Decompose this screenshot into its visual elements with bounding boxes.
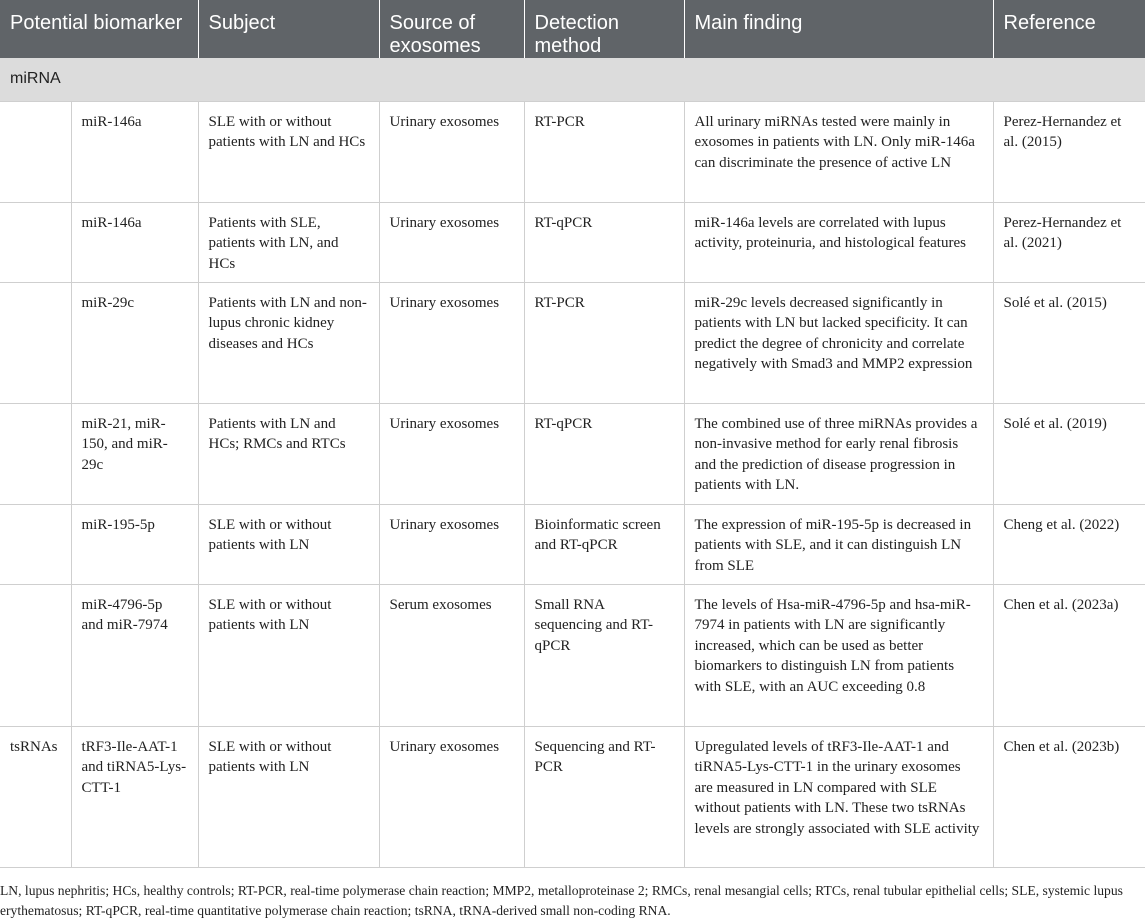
category-cell (0, 282, 71, 403)
finding-cell: The expression of miR-195-5p is decreased in patients with SLE, and it can distinguish LN from SLE (684, 504, 993, 584)
table-row (0, 282, 1145, 403)
category-cell (0, 202, 71, 282)
biomarker-cell: miR-21, miR-150, and miR-29c (71, 403, 198, 504)
subject-cell: Patients with SLE, patients with LN, and HCs (198, 202, 379, 282)
table-row (0, 403, 1145, 504)
method-cell: RT-qPCR (524, 403, 684, 504)
finding-cell: Upregulated levels of tRF3-Ile-AAT-1 and tiRNA5-Lys-CTT-1 in the urinary exosomes are measured in LN compared with SLE without patients with LN. These two tsRNAs levels are strongly associated with SLE activity (684, 726, 993, 867)
biomarker-cell: miR-29c (71, 282, 198, 403)
header-detection-method: Detection method (524, 0, 684, 58)
reference-cell: Chen et al. (2023b) (993, 726, 1145, 867)
method-cell: RT-PCR (524, 282, 684, 403)
table-footnote: LN, lupus nephritis; HCs, healthy controls; RT-PCR, real-time polymerase chain reaction; MMP2, metalloproteinase 2; RMCs, renal mesangial cells; RTCs, renal tubular epithelial cells; SLE, systemic lupus erythematosus; RT-qPCR, real-time quantitative polymerase chain reaction; tsRNA, tRNA-derived small non-coding RNA. (0, 883, 1123, 918)
reference-cell: Cheng et al. (2022) (993, 504, 1145, 584)
header-main-finding: Main finding (684, 0, 993, 58)
finding-cell: miR-29c levels decreased significantly in patients with LN but lacked specificity. It can predict the degree of chronicity and correlate negatively with Smad3 and MMP2 expression (684, 282, 993, 403)
reference-cell: Solé et al. (2015) (993, 282, 1145, 403)
header-row (0, 0, 1145, 58)
finding-cell: The levels of Hsa-miR-4796-5p and hsa-miR-7974 in patients with LN are significantly increased, which can be used as better biomarkers to distinguish LN from patients with SLE, with an AUC exceeding 0.8 (684, 584, 993, 726)
header-potential-biomarker: Potential biomarker (0, 0, 198, 58)
method-cell: RT-qPCR (524, 202, 684, 282)
method-cell: Bioinformatic screen and RT-qPCR (524, 504, 684, 584)
method-cell: RT-PCR (524, 101, 684, 202)
table-row (0, 504, 1145, 584)
source-cell: Urinary exosomes (379, 403, 524, 504)
source-cell: Urinary exosomes (379, 726, 524, 867)
category-cell: tsRNAs (0, 726, 71, 867)
method-cell: Sequencing and RT-PCR (524, 726, 684, 867)
source-cell: Urinary exosomes (379, 101, 524, 202)
source-cell: Urinary exosomes (379, 504, 524, 584)
source-cell: Urinary exosomes (379, 202, 524, 282)
table-row (0, 101, 1145, 202)
biomarker-cell: miR-195-5p (71, 504, 198, 584)
category-cell (0, 584, 71, 726)
header-source: Source of exosomes (379, 0, 524, 58)
biomarker-cell: miR-146a (71, 101, 198, 202)
category-cell (0, 403, 71, 504)
biomarker-cell: miR-4796-5p and miR-7974 (71, 584, 198, 726)
finding-cell: All urinary miRNAs tested were mainly in exosomes in patients with LN. Only miR-146a can discriminate the presence of active LN (684, 101, 993, 202)
category-cell (0, 101, 71, 202)
reference-cell: Perez-Hernandez et al. (2015) (993, 101, 1145, 202)
source-cell: Serum exosomes (379, 584, 524, 726)
subject-cell: Patients with LN and non-lupus chronic kidney diseases and HCs (198, 282, 379, 403)
table-row (0, 202, 1145, 282)
subject-cell: SLE with or without patients with LN and HCs (198, 101, 379, 202)
category-cell (0, 504, 71, 584)
biomarker-cell: miR-146a (71, 202, 198, 282)
table-row (0, 726, 1145, 867)
method-cell: Small RNA sequencing and RT-qPCR (524, 584, 684, 726)
header-subject: Subject (198, 0, 379, 58)
subject-cell: Patients with LN and HCs; RMCs and RTCs (198, 403, 379, 504)
reference-cell: Perez-Hernandez et al. (2021) (993, 202, 1145, 282)
reference-cell: Solé et al. (2019) (993, 403, 1145, 504)
section-row-mirna (0, 58, 1145, 101)
subject-cell: SLE with or without patients with LN (198, 726, 379, 867)
finding-cell: miR-146a levels are correlated with lupus activity, proteinuria, and histological features (684, 202, 993, 282)
reference-cell: Chen et al. (2023a) (993, 584, 1145, 726)
table-row (0, 584, 1145, 726)
section-label: miRNA (0, 58, 1145, 101)
subject-cell: SLE with or without patients with LN (198, 504, 379, 584)
biomarker-cell: tRF3-Ile-AAT-1 and tiRNA5-Lys-CTT-1 (71, 726, 198, 867)
subject-cell: SLE with or without patients with LN (198, 584, 379, 726)
finding-cell: The combined use of three miRNAs provides a non-invasive method for early renal fibrosis and the prediction of disease progression in patients with LN. (684, 403, 993, 504)
source-cell: Urinary exosomes (379, 282, 524, 403)
header-reference: Reference (993, 0, 1145, 58)
